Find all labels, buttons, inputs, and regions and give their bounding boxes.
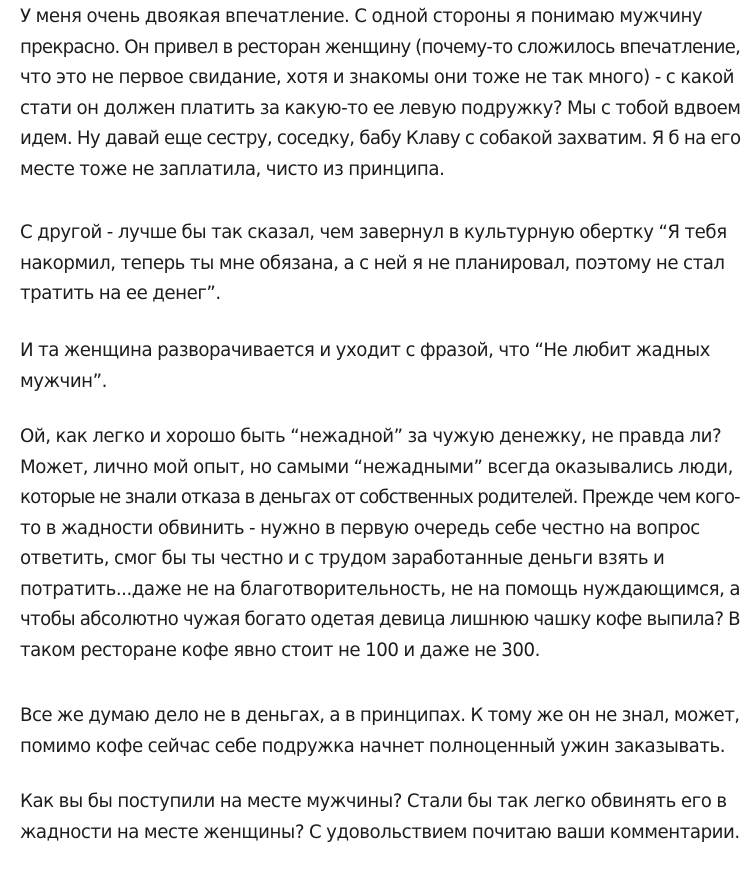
paragraph-line: С другой - лучше бы так сказал, чем завернул в культурную обертку “Я тебя [20,222,727,243]
paragraph-line: таком ресторане кофе явно стоит не 100 и даже не 300. [20,639,540,661]
paragraph-line: накормил, теперь ты мне обязана, а с ней я не планировал, поэтому не стал [20,252,725,274]
paragraph-line: что это не первое свидание, хотя и знакомы они тоже не так много) - с какой [20,67,735,88]
paragraph-line: месте тоже не заплатила, чисто из принципа. [20,158,445,180]
paragraph-line: стати он должен платить за какую-то ее левую подружку? Мы с тобой вдвоем [20,97,741,119]
paragraph-line: Как вы бы поступили на месте мужчины? Стали бы так легко обвинять его в [20,791,727,812]
paragraph-4 [20,422,740,666]
paragraph-line: Все же думаю дело не в деньгах, а в принципах. К тому же он не знал, может, [20,705,740,726]
paragraph-line: Может, лично мой опыт, но самыми “нежадными” всегда оказывались люди, [20,456,734,478]
paragraph-line: мужчин”. [20,370,107,392]
paragraph-line: которые не знали отказа в деньгах от собственных родителей. Прежде чем кого- [20,487,740,508]
paragraph-5 [20,701,740,762]
paragraph-line: У меня очень двоякая впечатление. С одной стороны я понимаю мужчину [20,6,703,27]
paragraph-line: помимо кофе сейчас себе подружка начнет полноценный ужин заказывать. [20,735,726,757]
paragraph-3 [20,336,710,397]
paragraph-6 [20,787,740,848]
paragraph-1 [20,2,740,185]
paragraph-line: то в жадности обвинить - нужно в первую очередь себе честно на вопрос [20,517,700,539]
paragraph-line: потратить...даже не на благотворительность, не на помощь нуждающимся, а [20,578,741,600]
paragraph-line: идем. Ну давай еще сестру, соседку, бабу Клаву с собакой захватим. Я б на его [20,128,741,149]
paragraph-line: Ой, как легко и хорошо быть “нежадной” за чужую денежку, не правда ли? [20,426,722,447]
paragraph-2 [20,218,727,310]
paragraph-line: тратить на ее денег”. [20,283,221,304]
paragraph-line: жадности на месте женщины? С удовольствием почитаю ваши комментарии. [20,821,740,843]
paragraph-line: И та женщина разворачивается и уходит с фразой, что “Не любит жадных [20,340,710,361]
paragraph-line: чтобы абсолютно чужая богато одетая девица лишнюю чашку кофе выпила? В [20,609,740,630]
paragraph-line: прекрасно. Он привел в ресторан женщину (почему-то сложилось впечатление, [20,36,741,58]
paragraph-line: ответить, смог бы ты честно и с трудом заработанные деньги взять и [20,548,665,569]
